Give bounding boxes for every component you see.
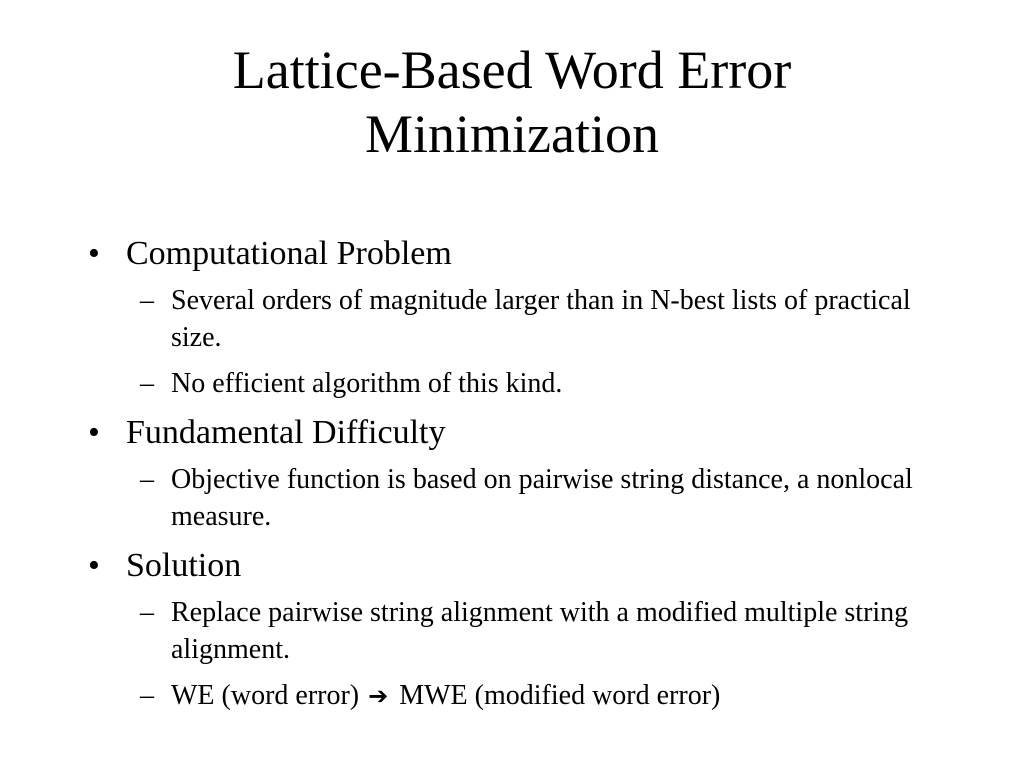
arrow-right-icon: ➔ bbox=[368, 682, 389, 710]
bullet-list bbox=[88, 226, 968, 724]
dash-icon: – bbox=[140, 285, 154, 316]
sub-list bbox=[88, 282, 968, 402]
bullet-fundamental-difficulty bbox=[88, 411, 968, 455]
sub-item bbox=[88, 594, 968, 668]
dash-icon: – bbox=[140, 680, 154, 711]
sub-item-text: Replace pairwise string alignment with a modified multiple string alignment. bbox=[171, 597, 909, 665]
dash-icon: – bbox=[140, 597, 154, 628]
sub-item bbox=[88, 461, 968, 535]
bullet-solution bbox=[88, 544, 968, 588]
dash-icon: – bbox=[140, 368, 154, 399]
title-line-2: Minimization bbox=[365, 104, 659, 164]
sub-item-text-left: WE (word error) bbox=[171, 680, 360, 711]
bullet-icon: • bbox=[88, 547, 100, 584]
sub-item bbox=[88, 365, 968, 402]
bullet-icon: • bbox=[88, 235, 100, 272]
title-line-1: Lattice-Based Word Error bbox=[232, 40, 792, 100]
bullet-label: Solution bbox=[126, 547, 242, 584]
sub-item-text: Several orders of magnitude larger than in N-best lists of practical size. bbox=[171, 285, 911, 353]
bullet-computational-problem bbox=[88, 232, 968, 276]
bullet-label: Fundamental Difficulty bbox=[126, 414, 446, 451]
sub-item bbox=[88, 282, 968, 356]
sub-list bbox=[88, 461, 968, 535]
slide-title bbox=[0, 38, 1024, 166]
dash-icon: – bbox=[140, 464, 154, 495]
sub-item-text: Objective function is based on pairwise string distance, a nonlocal measure. bbox=[171, 464, 913, 532]
sub-item bbox=[88, 677, 968, 715]
sub-list bbox=[88, 594, 968, 715]
bullet-label: Computational Problem bbox=[126, 235, 452, 272]
sub-item-text-right: MWE (modified word error) bbox=[399, 680, 721, 711]
sub-item-text: No efficient algorithm of this kind. bbox=[171, 368, 563, 399]
bullet-icon: • bbox=[88, 414, 100, 451]
